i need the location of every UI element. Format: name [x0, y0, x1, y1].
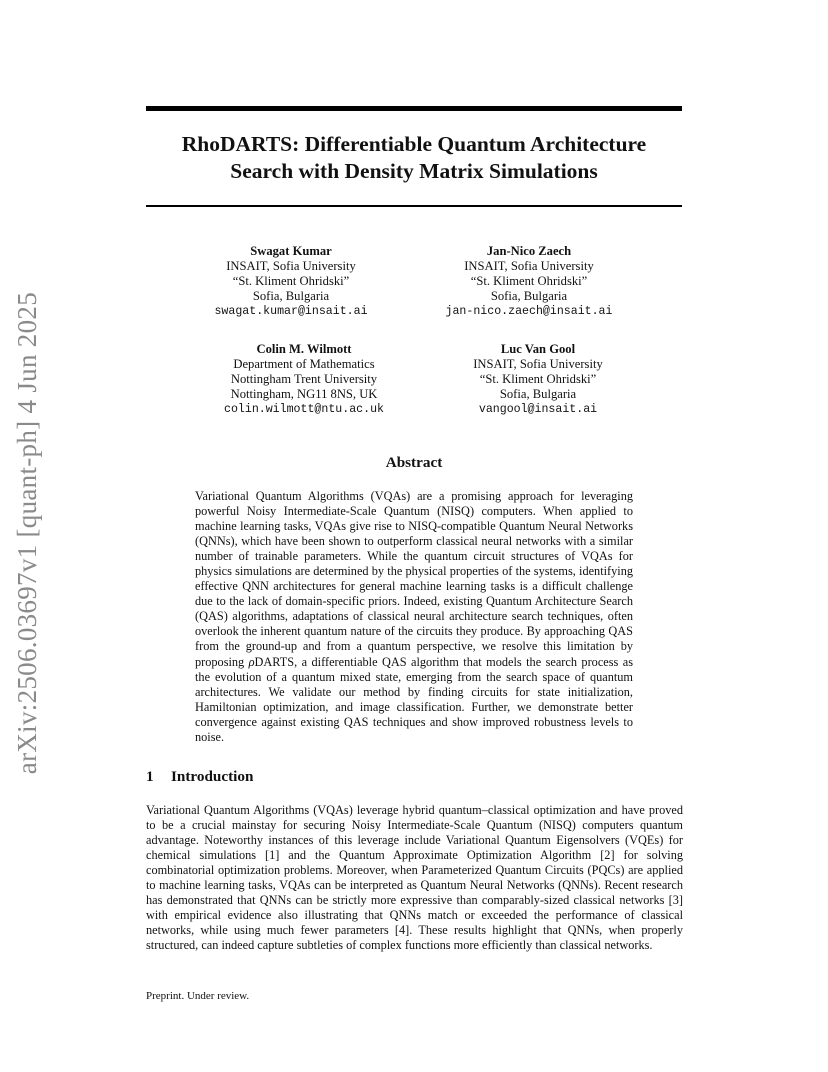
- title-line-2: Search with Density Matrix Simulations: [230, 159, 598, 183]
- author-name: Colin M. Wilmott: [256, 342, 352, 356]
- author-affiliation: “St. Kliment Ohridski”: [479, 372, 597, 386]
- title-bottom-rule: [146, 205, 682, 207]
- author-name: Luc Van Gool: [500, 342, 576, 356]
- author-affiliation: Department of Mathematics: [233, 357, 375, 371]
- author-name: Swagat Kumar: [250, 244, 332, 258]
- author-location: Sofia, Bulgaria: [499, 387, 577, 401]
- author-block: [418, 342, 658, 417]
- author-affiliation: Nottingham Trent University: [230, 372, 378, 386]
- paper-title: [146, 131, 682, 185]
- title-top-rule: [146, 106, 682, 111]
- arxiv-identifier-stamp: arXiv:2506.03697v1 [quant-ph] 4 Jun 2025: [12, 292, 42, 775]
- author-affiliation: INSAIT, Sofia University: [464, 259, 594, 273]
- abstract-text: [195, 489, 633, 745]
- author-name: Jan-Nico Zaech: [486, 244, 572, 258]
- section-number: 1: [146, 768, 154, 785]
- author-affiliation: INSAIT, Sofia University: [473, 357, 603, 371]
- footer-note: Preprint. Under review.: [146, 990, 250, 1002]
- author-affiliation: “St. Kliment Ohridski”: [232, 274, 350, 288]
- abstract-heading: Abstract: [385, 454, 443, 471]
- author-affiliation: INSAIT, Sofia University: [226, 259, 356, 273]
- abstract-text-part-2: DARTS, a differentiable QAS algorithm that models the search process as the evolution of a quantum mixed state, emerging from the search space of quantum architectures. We validate our method by finding circuits for state initialization, Hamiltonian optimization, and image classification. Further, we demonstrate better convergence against existing QAS techniques and show improved robustness levels to noise.: [195, 654, 634, 744]
- author-block: [184, 342, 424, 417]
- section-title: Introduction: [171, 768, 254, 785]
- author-location: Sofia, Bulgaria: [490, 289, 568, 303]
- author-location: Sofia, Bulgaria: [252, 289, 330, 303]
- author-location: Nottingham, NG11 8NS, UK: [230, 387, 378, 401]
- rho-symbol: ρ: [248, 654, 255, 669]
- introduction-paragraph: Variational Quantum Algorithms (VQAs) leverage hybrid quantum–classical optimization and have proved to be a crucial mainstay for securing Noisy Intermediate-Scale Quantum (NISQ) computers quantum advantage. Noteworthy instances of this leverage include Variational Quantum Eigensolvers (VQEs) for chemical simulations [1] and the Quantum Approximate Optimization Algorithm [2] for solving combinatorial optimization problems. Moreover, when Parameterized Quantum Circuits (PQCs) are applied to machine learning tasks, VQAs can be interpreted as Quantum Neural Networks (QNNs). Recent research has demonstrated that QNNs can be strictly more expressive than comparably-sized classical networks [3] with empirical evidence also illustrating that QNNs match or exceeded the performance of classical networks, while using much fewer parameters [4]. These results highlight that QNNs, when properly structured, can indeed capture subtleties of complex functions more efficiently than classical networks.: [146, 803, 683, 953]
- author-block: [409, 244, 649, 319]
- author-email[interactable]: vangool@insait.ai: [478, 403, 598, 416]
- title-line-1: RhoDARTS: Differentiable Quantum Architecture: [181, 132, 647, 156]
- abstract-text-part-1: Variational Quantum Algorithms (VQAs) are a promising approach for leveraging powerful Noisy Intermediate-Scale Quantum (NISQ) computers. When applied to machine learning tasks, VQAs give rise to NISQ-compatible Quantum Neural Networks (QNNs), which have been shown to outperform classical neural networks with a similar number of trainable parameters. While the quantum circuit structures of VQAs for physics simulations are determined by the physical properties of the systems, identifying effective QNN architectures for general machine learning tasks is a difficult challenge due to the lack of domain-specific priors. Indeed, existing Quantum Architecture Search (QAS) algorithms, adaptations of classical neural architecture search techniques, often overlook the inherent quantum nature of the circuits they produce. By approaching QAS from the ground-up and from a quantum perspective, we resolve this limitation by proposing: [195, 489, 633, 669]
- author-email[interactable]: colin.wilmott@ntu.ac.uk: [223, 403, 385, 416]
- author-block: [171, 244, 411, 319]
- section-heading-introduction: [146, 768, 253, 786]
- author-email[interactable]: jan-nico.zaech@insait.ai: [445, 305, 613, 318]
- author-email[interactable]: swagat.kumar@insait.ai: [214, 305, 368, 318]
- author-affiliation: “St. Kliment Ohridski”: [470, 274, 588, 288]
